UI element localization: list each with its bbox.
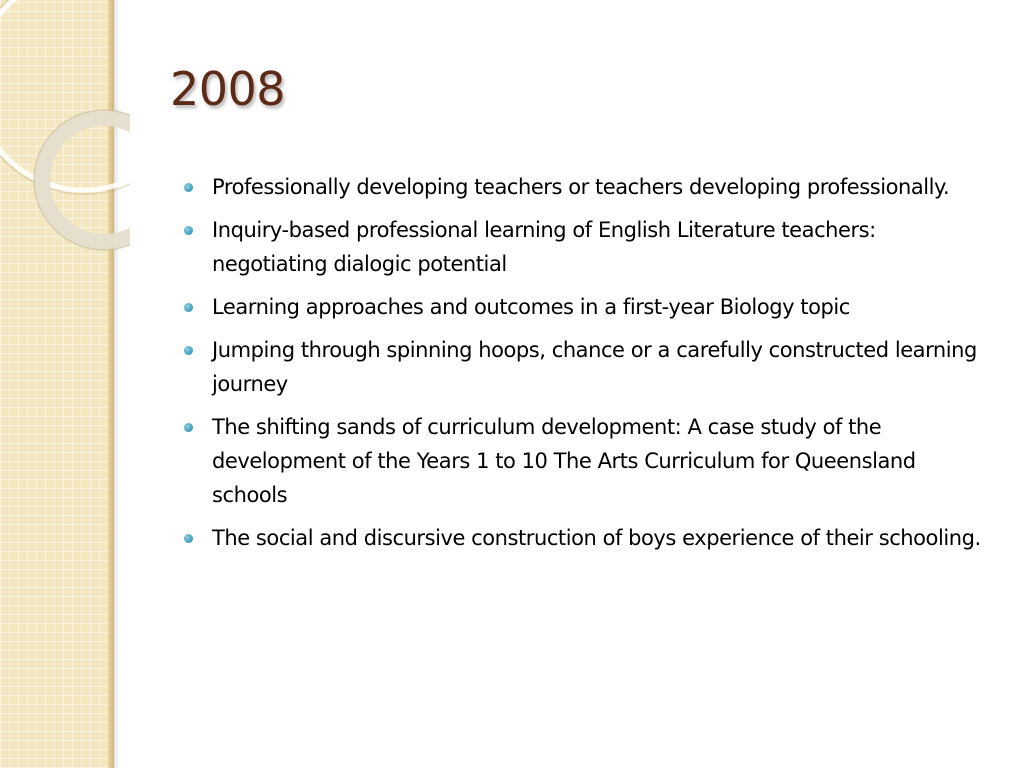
slide-title: 2008 (170, 62, 286, 116)
large-ring-shade (0, 0, 130, 194)
bullet-dot-icon (184, 303, 193, 312)
bullet-text: Learning approaches and outcomes in a first-year Biology topic (212, 295, 850, 319)
bullet-dot-icon (184, 183, 193, 192)
bullet-item (212, 521, 992, 555)
bullet-item (212, 333, 992, 401)
bullet-text: The social and discursive construction of boys experience of their schooling. (212, 526, 981, 550)
bullet-list (212, 170, 992, 564)
bullet-dot-icon (184, 534, 193, 543)
bullet-item (212, 410, 992, 512)
bullet-dot-icon (184, 346, 193, 355)
large-ring (0, 0, 130, 190)
bullet-text: Professionally developing teachers or teachers developing professionally. (212, 175, 950, 199)
bullet-item (212, 170, 992, 204)
bullet-dot-icon (184, 423, 193, 432)
bullet-item (212, 290, 992, 324)
small-ring (42, 118, 130, 242)
bullet-dot-icon (184, 226, 193, 235)
bullet-text: Inquiry-based professional learning of English Literature teachers: negotiating dialogic potential (212, 218, 876, 276)
bullet-text: The shifting sands of curriculum development: A case study of the development of the Years 1 to 10 The Arts Curriculum for Queensland schools (212, 415, 916, 507)
bullet-item (212, 213, 992, 281)
bullet-text: Jumping through spinning hoops, chance or a carefully constructed learning journey (212, 338, 977, 396)
decorative-rings (0, 0, 130, 260)
